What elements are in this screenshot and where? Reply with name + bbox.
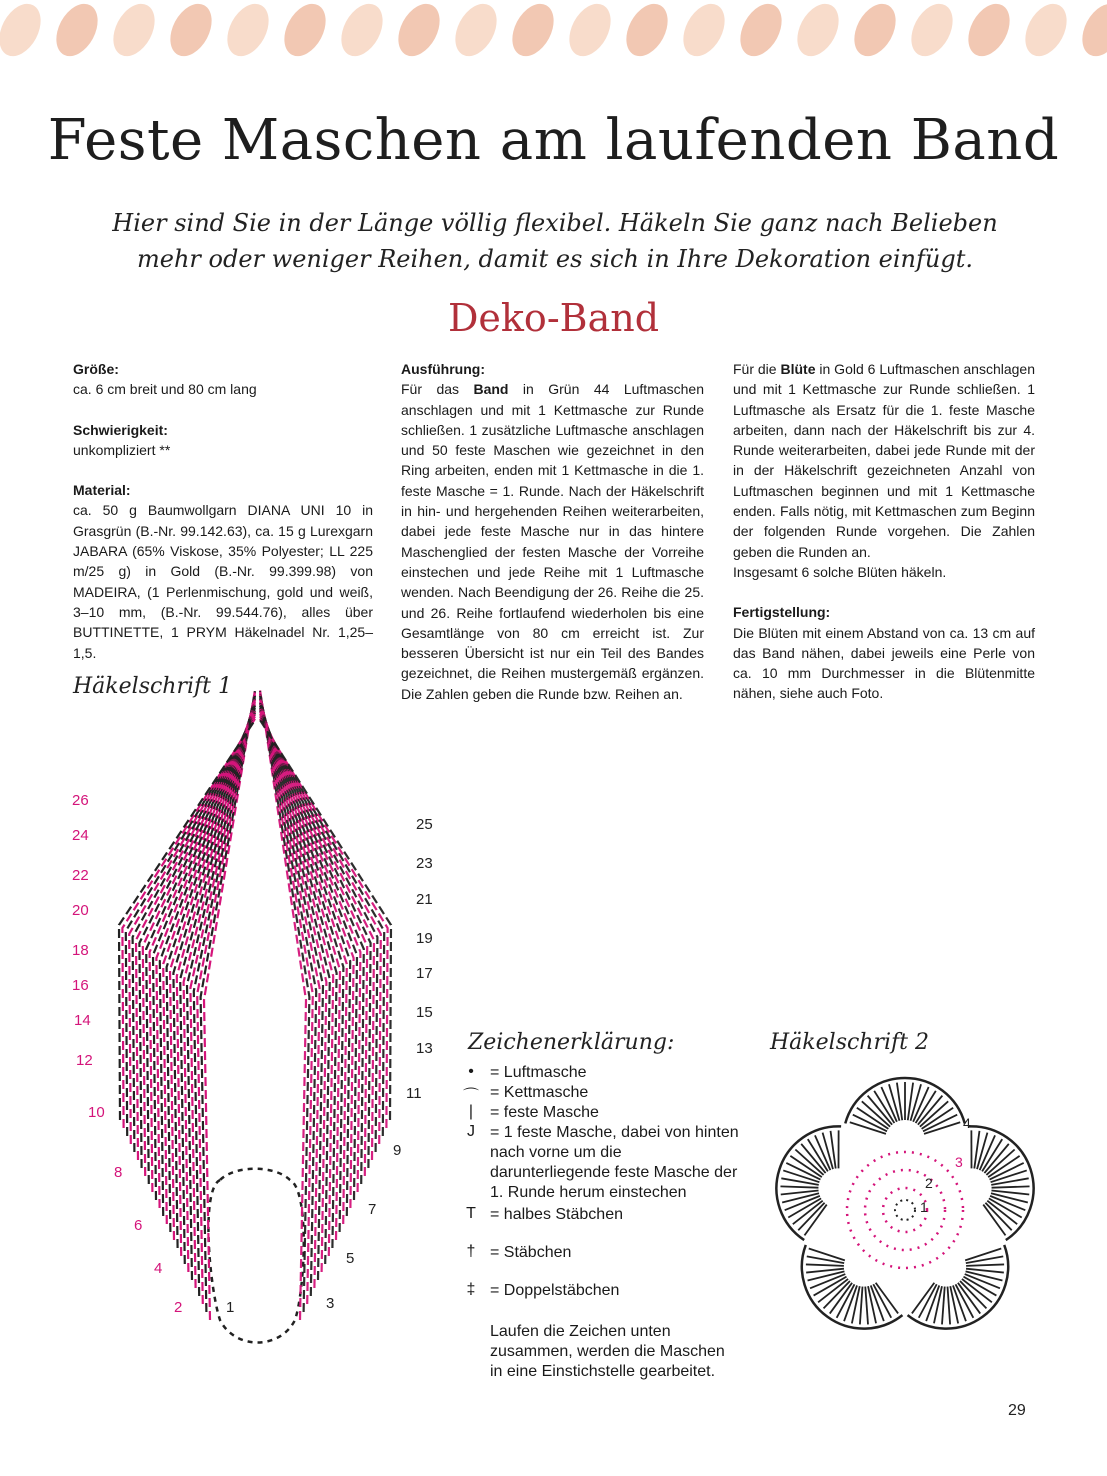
chart1-row-number-right: 7 xyxy=(368,1201,377,1218)
chart1-caption: Häkelschrift 1 xyxy=(73,674,232,699)
chart1-row-number-right: 19 xyxy=(416,930,433,947)
deco-oval xyxy=(1017,0,1075,60)
flower-total: Insgesamt 6 solche Blüten häkeln. xyxy=(733,563,947,580)
chart1-row-number-left: 4 xyxy=(154,1260,163,1277)
chart2-petal xyxy=(845,1078,964,1134)
legend-symbol: ⌒ xyxy=(462,1088,479,1105)
page-number: 29 xyxy=(1008,1402,1026,1419)
execution-body: in Grün 44 Luftmaschen anschlagen und mit 1 Kettmasche zur Runde schließen. 1 zusätzliche Luftmasche anschlagen und 50 feste Maschen wie gezeichnet in den Ring arbeiten, enden mit 1 Kettmasche in die 1. feste Masche = 1. Runde. Nach der Häkelschrift in hin- und hergehenden Reihen weiterarbeiten, dabei jede feste Masche nur in das hintere Maschenglied der festen Masche der Vorreihe einstechen und jede Reihe mit 1 Luftmasche wenden. Nach Beendigung der 26. Reihe die 25. und 26. Reihe fortlaufend wiederholen bis eine Gesamtlänge von 80 cm erreicht ist. Zur besseren Übersicht ist nur ein Teil des Bandes gezeichnet, die Reihen mustergemäß ergänzen. Die Zahlen geben die Runde bzw. Reihen an. xyxy=(401,381,704,702)
material-text: ca. 50 g Baumwollgarn DIANA UNI 10 in Grasgrün (B.-Nr. 99.142.63), ca. 15 g Lurexgarn JABARA (65% Viskose, 35% Polyester; LL 225 m/25 g) in Gold (B.-Nr. 99.399.98) von MADEIRA, (1 Perlenmischung, gold und weiß, 3–10 mm, (B.-Nr. 99.544.76), alles über BUTTINETTE, 1 PRYM Häkelnadel Nr. 1,25–1,5. xyxy=(73,502,373,661)
execution-prefix: Für das xyxy=(401,381,474,398)
intro-text xyxy=(80,205,1030,277)
deco-oval xyxy=(48,0,106,60)
chart2-caption: Häkelschrift 2 xyxy=(770,1030,929,1055)
flower-bold: Blüte xyxy=(780,361,816,377)
chart1-row-number-right: 11 xyxy=(406,1085,422,1102)
chart1-row-number-left: 2 xyxy=(174,1299,183,1316)
deco-oval xyxy=(0,0,49,60)
deco-oval xyxy=(789,0,847,60)
chart1-row-number-right: 15 xyxy=(416,1004,433,1021)
deco-oval xyxy=(333,0,391,60)
difficulty-heading: Schwierigkeit: xyxy=(73,421,168,438)
deco-oval xyxy=(219,0,277,60)
chart1-stitches xyxy=(119,690,391,1343)
execution-text xyxy=(401,379,704,704)
left-column xyxy=(73,359,373,663)
deco-oval xyxy=(162,0,220,60)
flower-body: in Gold 6 Luftmaschen anschlagen und mit 1 Kettmasche zur Runde schließen. 1 Luftmasche als Ersatz für die 1. feste Masche arbeiten, dann nach der Häkelschrift bis zur 4. Runde weiterarbeiten, dabei jede Runde mit der in der Häkelschrift gezeichneten Anzahl von Luftmaschen beginnen und mit 1 Kettmasche enden. Falls nötig, mit Kettmaschen zum Beginn der folgenden Runde vorgehen. Die Zahlen geben die Runden an. xyxy=(733,361,1035,560)
crochet-chart-1 xyxy=(60,680,450,1380)
legend-text: = Luftmasche xyxy=(490,1064,587,1081)
deco-oval xyxy=(447,0,505,60)
chart1-row-number-left: 8 xyxy=(114,1164,123,1181)
chart2-round-label: 2 xyxy=(925,1175,933,1191)
deco-oval xyxy=(504,0,562,60)
chart1-row-number-right: 9 xyxy=(393,1142,402,1159)
deco-oval xyxy=(105,0,163,60)
legend-symbol: † xyxy=(466,1243,476,1260)
legend-text: = halbes Stäbchen xyxy=(490,1206,623,1223)
size-text: ca. 6 cm breit und 80 cm lang xyxy=(73,381,257,398)
legend-text: = Stäbchen xyxy=(490,1244,572,1261)
deco-oval xyxy=(390,0,448,60)
middle-column xyxy=(401,359,704,704)
decorative-header-pattern xyxy=(0,0,1107,60)
chart1-row-number-right: 25 xyxy=(416,816,433,833)
chart1-row-number-right: 21 xyxy=(416,891,433,908)
right-column xyxy=(733,359,1035,704)
deco-oval xyxy=(903,0,961,60)
chart1-row-number-left: 20 xyxy=(72,902,89,919)
chart2-round-label: 1 xyxy=(920,1199,928,1215)
chart1-row-number-left: 6 xyxy=(134,1217,143,1234)
deco-oval xyxy=(732,0,790,60)
legend-symbol: • xyxy=(468,1063,474,1080)
legend-text: = Kettmasche xyxy=(490,1084,589,1101)
flower-prefix: Für die xyxy=(733,361,781,377)
intro-line-2: mehr oder weniger Reihen, damit es sich in Ihre Dekoration einfügt. xyxy=(137,245,973,273)
chart1-row-number-right: 17 xyxy=(416,965,433,982)
chart1-row-number-left: 24 xyxy=(72,827,89,844)
chart1-start-number: 1 xyxy=(226,1299,235,1316)
chart2-petal xyxy=(776,1126,841,1240)
legend-symbol: T xyxy=(466,1205,476,1222)
deco-oval xyxy=(618,0,676,60)
chart2-round-label: 4 xyxy=(963,1115,971,1131)
execution-bold: Band xyxy=(473,381,509,398)
chart1-row-number-left: 16 xyxy=(72,977,89,994)
chart1-row-number-left: 22 xyxy=(72,867,89,884)
flower-text xyxy=(733,359,1035,562)
intro-line-1: Hier sind Sie in der Länge völlig flexibel. Häkeln Sie ganz nach Belieben xyxy=(112,209,998,237)
deco-oval xyxy=(276,0,334,60)
finish-heading: Fertigstellung: xyxy=(733,604,831,621)
chart2-ring xyxy=(865,1170,945,1250)
legend-symbol: | xyxy=(468,1103,474,1120)
chart1-row-number-right: 3 xyxy=(326,1295,335,1312)
chart2-petal xyxy=(969,1126,1034,1240)
chart1-row-number-right: 23 xyxy=(416,855,433,872)
chart1-row-number-right: 5 xyxy=(346,1250,355,1267)
page-title: Feste Maschen am laufenden Band xyxy=(47,108,1060,173)
chart2-petal xyxy=(802,1245,903,1329)
deco-oval xyxy=(1074,0,1107,60)
finish-text: Die Blüten mit einem Abstand von ca. 13 cm auf das Band nähen, dabei jeweils eine Perle von ca. 10 mm Durchmesser in die Blütenmitte nähen, siehe auch Foto. xyxy=(733,624,1035,702)
section-title: Deko-Band xyxy=(447,296,660,340)
chart2-round-label: 3 xyxy=(955,1154,963,1170)
chart1-row-number-left: 14 xyxy=(74,1012,91,1029)
chart1-row-number-left: 10 xyxy=(88,1104,105,1121)
difficulty-text: unkompliziert ** xyxy=(73,441,171,458)
legend-note: Laufen die Zeichen unten zusammen, werden die Maschen in eine Einstichstelle gearbeitet. xyxy=(490,1323,725,1380)
chart1-foundation-ring xyxy=(208,1169,303,1343)
chart2-petal xyxy=(908,1245,1009,1329)
execution-heading: Ausführung: xyxy=(401,361,485,377)
deco-oval xyxy=(960,0,1018,60)
chart1-row-number-left: 12 xyxy=(76,1052,93,1069)
legend-text: = feste Masche xyxy=(490,1104,599,1121)
chart2-center xyxy=(895,1200,915,1220)
chart1-row-number-left: 18 xyxy=(72,942,89,959)
deco-oval xyxy=(675,0,733,60)
legend-caption: Zeichenerklärung: xyxy=(468,1030,675,1055)
legend-text: = 1 feste Masche, dabei von hinten nach vorne um die darunterliegende feste Masche der 1. Runde herum einstechen xyxy=(490,1124,739,1201)
deco-oval xyxy=(561,0,619,60)
crochet-chart-2 xyxy=(760,1070,1050,1370)
legend-symbol: J xyxy=(467,1123,475,1140)
size-heading: Größe: xyxy=(73,361,119,377)
deco-oval xyxy=(846,0,904,60)
chart1-row-number-left: 26 xyxy=(72,792,89,809)
chart1-row-number-right: 13 xyxy=(416,1040,433,1057)
material-heading: Material: xyxy=(73,482,131,499)
legend-symbol: ‡ xyxy=(466,1281,476,1298)
legend-text: = Doppelstäbchen xyxy=(490,1282,620,1299)
